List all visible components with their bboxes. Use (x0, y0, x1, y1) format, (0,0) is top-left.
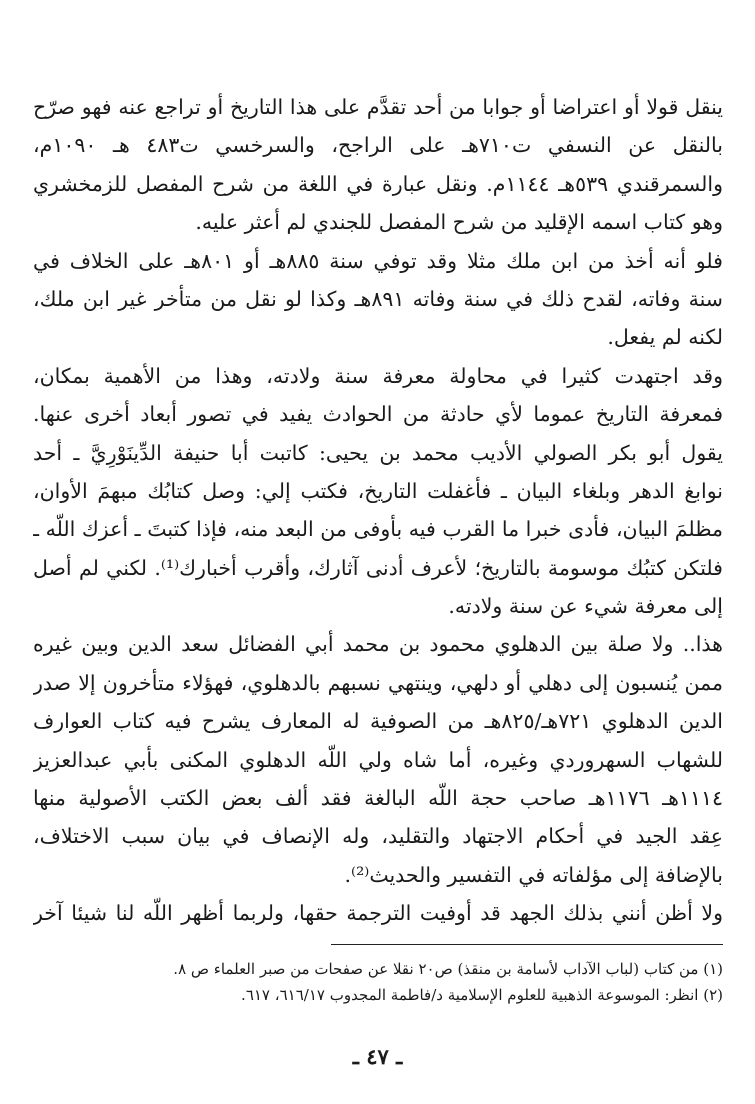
text-line: فمعرفة التاريخ عموما لأي حادثة من الحوادث يفيد في تصور أبعاد أخرى عنها. (33, 402, 723, 427)
text-line: فلو أنه أخذ من ابن ملك مثلا وقد توفي سنة ٨٨٥هـ أو ٨٠١هـ على الخلاف في (33, 248, 723, 273)
footnote-divider (331, 944, 723, 945)
text-line: نوابغ الدهر وبلغاء البيان ـ فأغفلت التاريخ، فكتب إلي: وصل كتابُك مبهمَ الأوان، (33, 478, 723, 503)
text-line: عِقد الجيد في أحكام الاجتهاد والتقليد، وله الإنصاف في بيان سبب الاختلاف، (33, 824, 723, 849)
text-line: ممن يُنسبون إلى دهلي أو دلهي، وينتهي نسبهم بالدهلوي، فهؤلاء متأخرون إلا صدر (33, 670, 723, 695)
text-line: بالإضافة إلى مؤلفاته في التفسير والحديث⁽²⁾. (344, 862, 723, 887)
text-line: فلتكن كتبُك موسومة بالتاريخ؛ لأعرف أدنى آثارك، وأقرب أخبارك⁽¹⁾. لكني لم أصل (33, 555, 723, 580)
text-line: سنة وفاته، لقدح ذلك في سنة وفاته ٨٩١هـ وكذا لو نقل من متأخر غير ابن ملك، (33, 286, 723, 311)
text-line: ولا أظن أنني بذلك الجهد قد أوفيت الترجمة حقها، ولربما أظهر اللّه لنا شيئا آخر (33, 901, 723, 926)
text-line: وقد اجتهدت كثيرا في محاولة معرفة سنة ولادته، وهذا من الأهمية بمكان، (33, 363, 723, 388)
text-line: والسمرقندي ٥٣٩هـ ١١٤٤م. ونقل عبارة في اللغة من شرح المفصل للزمخشري (33, 171, 723, 196)
text-line: ينقل قولا أو اعتراضا أو جوابا من أحد تقدَّم على هذا التاريخ أو تراجع عنه فهو صرّح (33, 95, 723, 119)
page-number: ـ ٤٧ ـ (352, 1044, 403, 1069)
text-line: ١١١٤هـ ١١٧٦هـ صاحب حجة اللّه البالغة فقد ألف بعض الكتب الأصولية منها (33, 786, 723, 811)
text-line: وهو كتاب اسمه الإقليد من شرح المفصل للجندي لم أعثر عليه. (195, 210, 723, 235)
text-line: لكنه لم يفعل. (607, 325, 723, 350)
footnotes (33, 956, 723, 1008)
text-line: بالنقل عن النسفي ت٧١٠هـ على الراجح، والسرخسي ت٤٨٣ هـ ١٠٩٠م، (33, 133, 723, 158)
text-line: هذا.. ولا صلة بين الدهلوي محمود بن محمد أبي الفضائل سعد الدين وبين غيره (33, 632, 723, 657)
footnote-2: (٢) انظر: الموسوعة الذهبية للعلوم الإسلامية د/فاطمة المجدوب ٦١٦/١٧، ٦١٧. (241, 986, 723, 1004)
text-line: إلى معرفة شيء عن سنة ولادته. (448, 594, 723, 619)
text-line: للشهاب السهروردي وغيره، أما شاه ولي اللّه الدهلوي المكنى بأبي عبدالعزيز (33, 747, 723, 772)
text-line: يقول أبو بكر الصولي الأديب محمد بن يحيى: كاتبت أبا حنيفة الدِّينَوْرِيَّ ـ أحد (33, 440, 723, 465)
text-line: الدين الدهلوي ٧٢١هـ/٨٢٥هـ من الصوفية له المعارف يشرح فيه كتاب العوارف (33, 709, 723, 734)
body-text (33, 88, 723, 933)
text-line: مظلمَ البيان، فأدى خبرا ما القرب فيه بأوفى من البعد منه، فإذا كتبتَ ـ أعزك اللّه ـ (33, 517, 723, 542)
footnote-1: (١) من كتاب (لباب الآداب لأسامة بن منقذ) ص٢٠ نقلا عن صفحات من صبر العلماء ص ٨. (173, 960, 723, 978)
